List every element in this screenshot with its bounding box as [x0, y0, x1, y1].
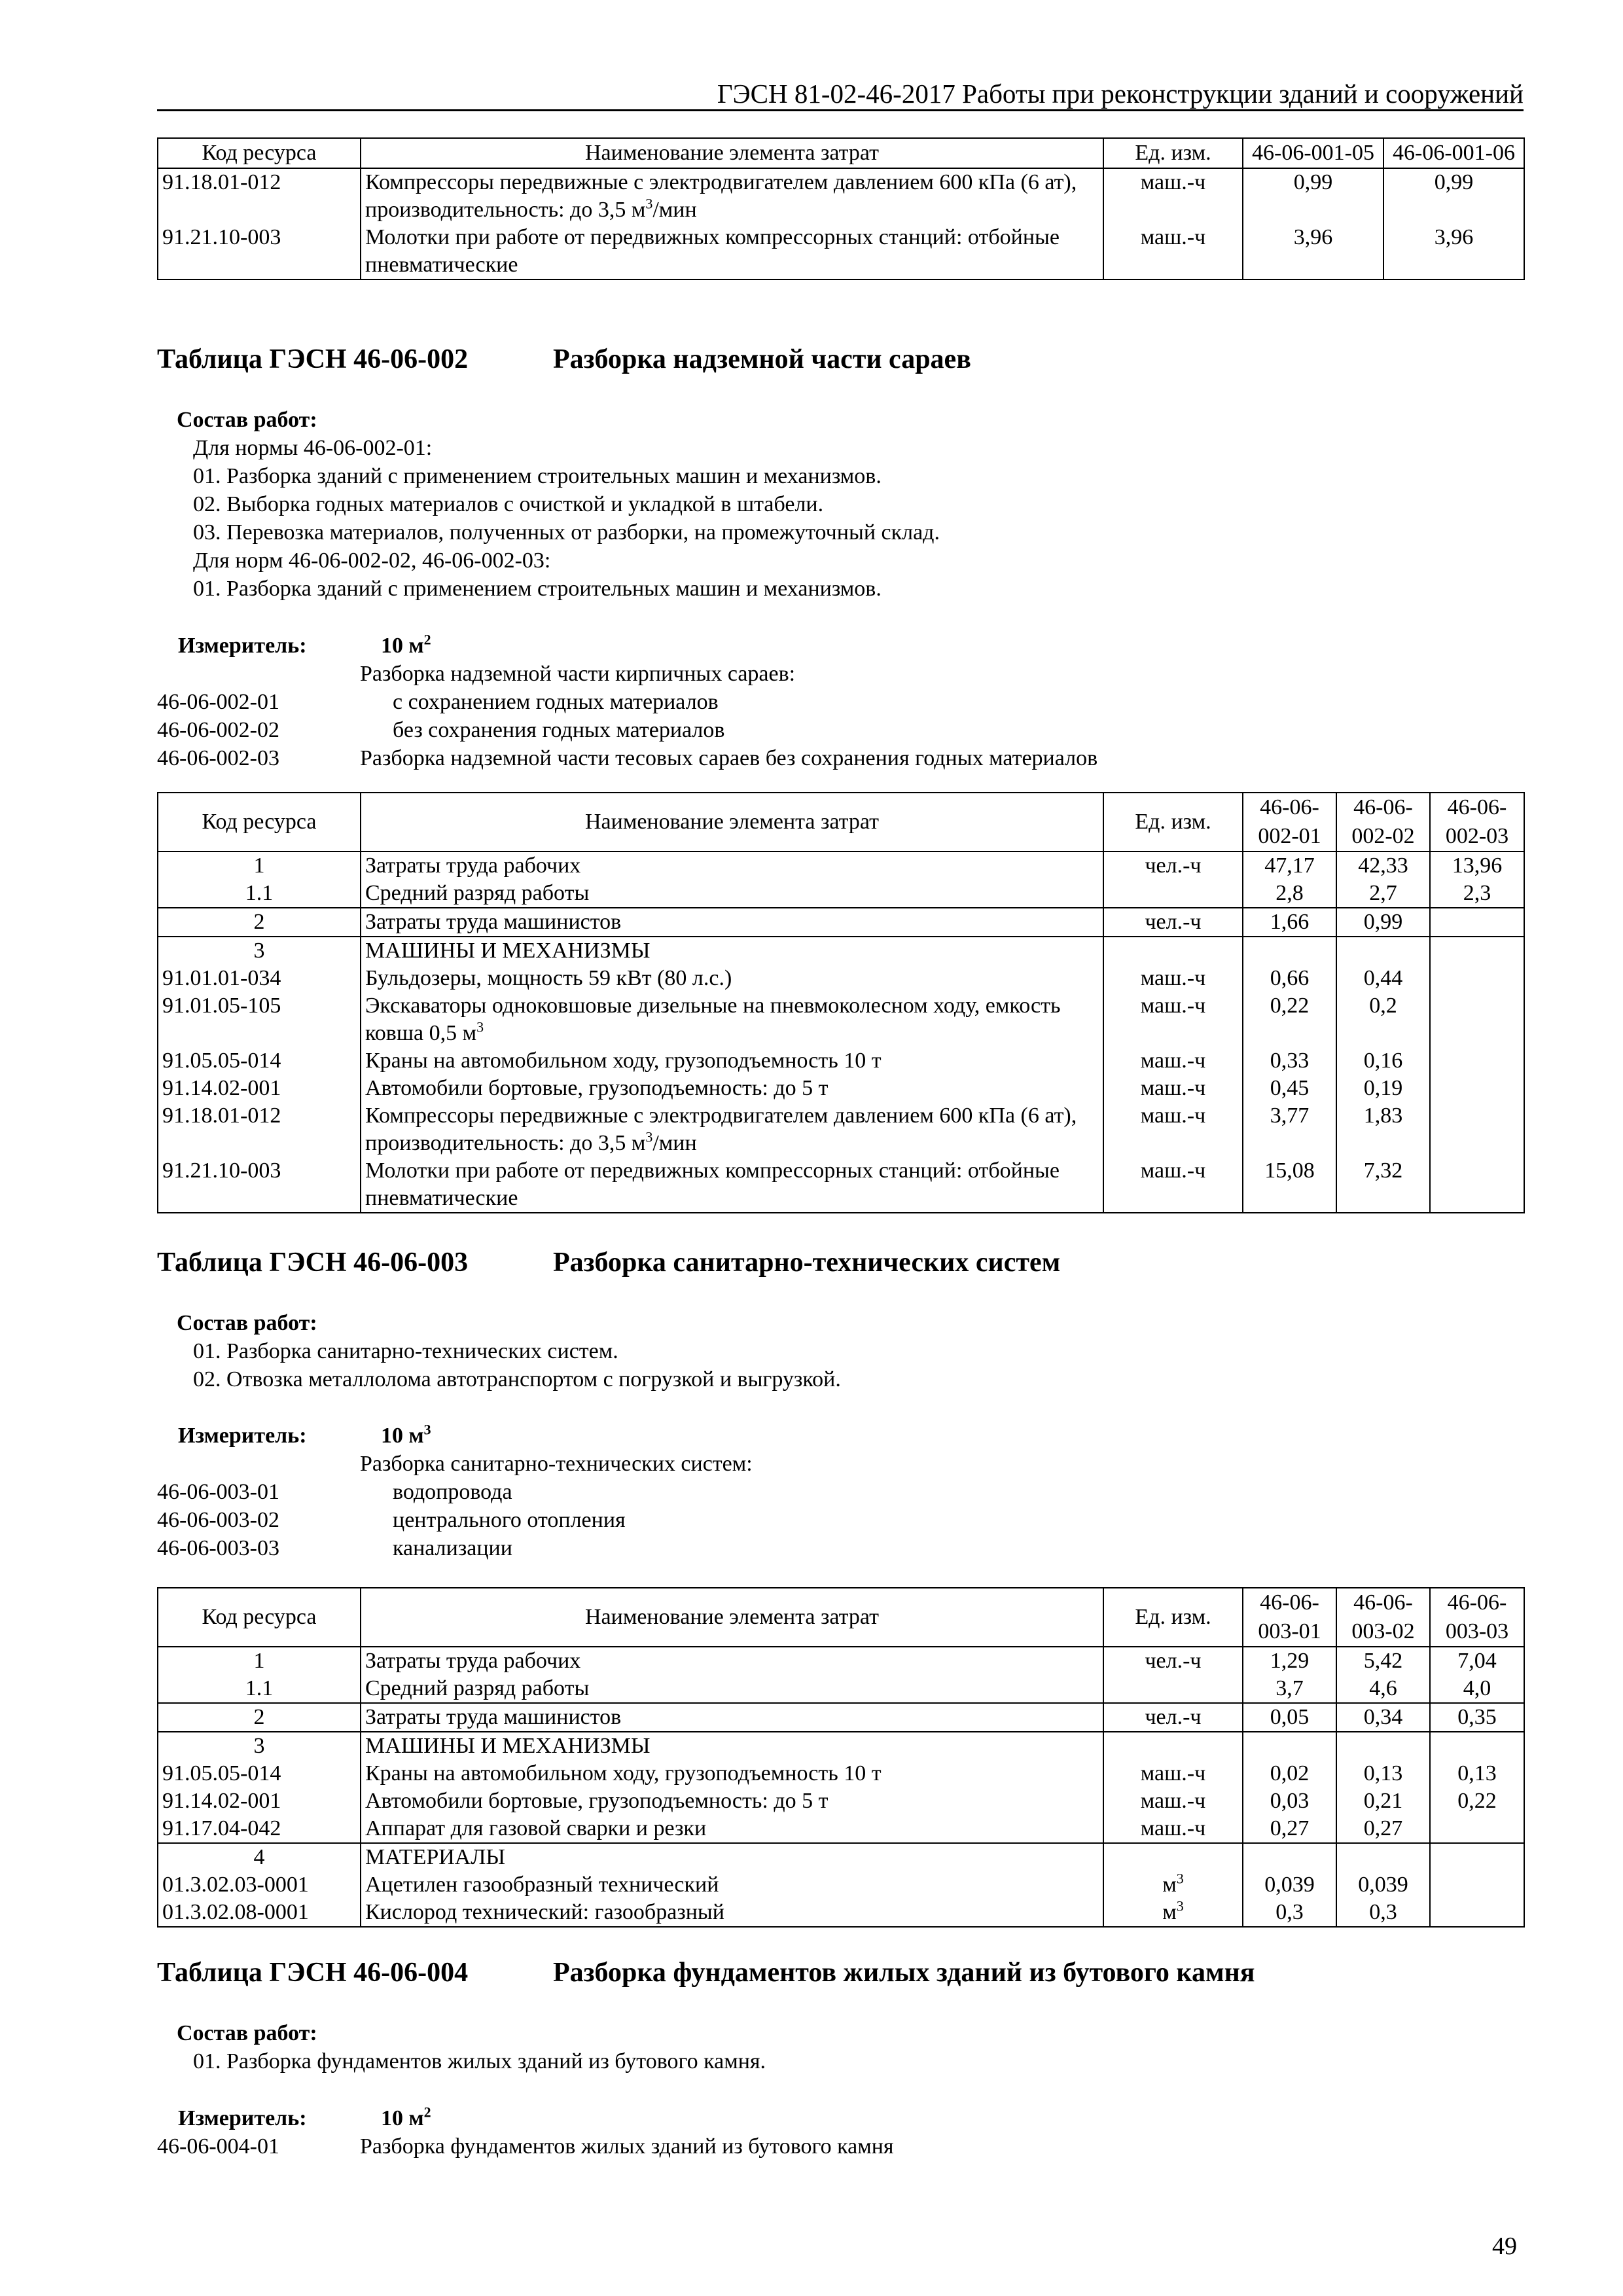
norm-value: 2,7 — [1336, 880, 1430, 908]
norm-value: 0,2 — [1336, 992, 1430, 1047]
resource-unit — [1103, 1732, 1243, 1760]
norm-value: 3,96 — [1243, 224, 1383, 279]
norm-value: 2,8 — [1243, 880, 1336, 908]
norm-value: 4,6 — [1336, 1675, 1430, 1703]
norm-value: 15,08 — [1243, 1157, 1336, 1213]
norm-value: 0,44 — [1336, 965, 1430, 992]
col-code-header: Код ресурса — [158, 793, 361, 852]
norm-value: 3,96 — [1383, 224, 1524, 279]
norm-code: 46-06-004-01 — [157, 2134, 279, 2159]
resource-unit: маш.-ч — [1103, 224, 1243, 279]
table-row — [158, 1102, 1524, 1157]
norm-text: водопровода — [393, 1480, 512, 1504]
norm-value: 0,22 — [1243, 992, 1336, 1047]
resource-unit: чел.-ч — [1103, 1703, 1243, 1732]
resource-name: Экскаваторы одноковшовые дизельные на пневмоколесном ходу, емкость ковша 0,5 $м^3$ — [361, 992, 1103, 1047]
table-row — [158, 1675, 1524, 1703]
resource-name: Затраты труда рабочих — [361, 852, 1103, 880]
table-label: Таблица ГЭСН 46-06-002 — [157, 344, 469, 374]
meter-label: Измеритель: — [178, 2106, 307, 2130]
norm-value: 3,77 — [1243, 1102, 1336, 1157]
norm-value: 1,29 — [1243, 1647, 1336, 1675]
resource-code: 91.17.04-042 — [158, 1815, 361, 1843]
norm-value — [1430, 1102, 1524, 1157]
norm-value: 0,35 — [1430, 1703, 1524, 1732]
norm-value: 0,3 — [1336, 1899, 1430, 1927]
norm-value — [1430, 965, 1524, 992]
composition-line: 02. Выборка годных материалов с очисткой и укладкой в штабели. — [193, 492, 824, 516]
norm-value: 1,66 — [1243, 908, 1336, 937]
table-row — [158, 1075, 1524, 1102]
resource-code: 1.1 — [158, 880, 361, 908]
norm-value — [1430, 1871, 1524, 1899]
table-label: Таблица ГЭСН 46-06-004 — [157, 1958, 469, 1988]
meter-004 — [157, 2104, 1466, 2161]
norm-text: Разборка фундаментов жилых зданий из бутового камня — [360, 2134, 894, 2159]
col-unit-header: Ед. изм. — [1103, 138, 1243, 168]
table-row — [158, 1843, 1524, 1871]
col-norm-header: 46-06-001-05 — [1243, 138, 1383, 168]
norm-value: 1,83 — [1336, 1102, 1430, 1157]
resource-code: 3 — [158, 937, 361, 965]
norm-value: 0,34 — [1336, 1703, 1430, 1732]
norm-text: Разборка надземной части тесовых сараев без сохранения годных материалов — [360, 746, 1098, 770]
section-title-004 — [157, 1957, 1255, 1988]
composition-line: 03. Перевозка материалов, полученных от разборки, на промежуточный склад. — [193, 520, 940, 545]
resource-name: МАТЕРИАЛЫ — [361, 1843, 1103, 1871]
norm-value: 13,96 — [1430, 852, 1524, 880]
norm-value — [1430, 1075, 1524, 1102]
col-norm-header: 46-06-003-01 — [1243, 1588, 1336, 1647]
resource-name: Ацетилен газообразный технический — [361, 1871, 1103, 1899]
composition-label: Состав работ: — [177, 1311, 317, 1335]
table-label: Таблица ГЭСН 46-06-003 — [157, 1247, 469, 1278]
resource-unit — [1103, 1843, 1243, 1871]
norm-value: 0,13 — [1430, 1760, 1524, 1787]
resource-unit: чел.-ч — [1103, 908, 1243, 937]
resource-code: 1.1 — [158, 1675, 361, 1703]
resource-code: 91.18.01-012 — [158, 168, 361, 224]
composition-004 — [177, 2019, 766, 2075]
col-name-header: Наименование элемента затрат — [361, 138, 1103, 168]
composition-line: 01. Разборка санитарно-технических систем. — [193, 1339, 618, 1363]
resource-name: Автомобили бортовые, грузоподъемность: до 5 т — [361, 1787, 1103, 1815]
resource-unit: маш.-ч — [1103, 1760, 1243, 1787]
resource-unit: маш.-ч — [1103, 965, 1243, 992]
meter-003 — [157, 1422, 1466, 1562]
table-header-row — [158, 793, 1524, 852]
resource-name: Кислород технический: газообразный — [361, 1899, 1103, 1927]
composition-line: Для норм 46-06-002-02, 46-06-002-03: — [193, 548, 551, 573]
norm-value — [1336, 1843, 1430, 1871]
col-name-header: Наименование элемента затрат — [361, 1588, 1103, 1647]
table-title: Разборка санитарно-технических систем — [553, 1247, 1061, 1278]
meter-value: 10 $м^2$ — [381, 2104, 431, 2130]
resource-name: Автомобили бортовые, грузоподъемность: до 5 т — [361, 1075, 1103, 1102]
composition-line: 01. Разборка зданий с применением строительных машин и механизмов. — [193, 577, 882, 601]
composition-line: 02. Отвозка металлолома автотранспортом с погрузкой и выгрузкой. — [193, 1367, 841, 1391]
norm-code: 46-06-003-01 — [157, 1480, 279, 1504]
meter-value: 10 $м^3$ — [381, 1421, 431, 1448]
table-row — [158, 908, 1524, 937]
running-header: ГЭСН 81-02-46-2017 Работы при реконструкции зданий и сооружений — [717, 79, 1524, 109]
composition-002 — [177, 406, 940, 603]
norm-value — [1430, 1843, 1524, 1871]
resource-name: Молотки при работе от передвижных компрессорных станций: отбойные пневматические — [361, 224, 1103, 279]
norm-value: 3,7 — [1243, 1675, 1336, 1703]
norm-value — [1243, 1843, 1336, 1871]
norm-value — [1430, 1815, 1524, 1843]
resource-name: Затраты труда машинистов — [361, 1703, 1103, 1732]
table-row — [158, 1047, 1524, 1075]
table-46-06-001-cont — [157, 137, 1525, 280]
table-row — [158, 224, 1524, 279]
col-code-header: Код ресурса — [158, 138, 361, 168]
norm-value: 7,04 — [1430, 1647, 1524, 1675]
page-number: 49 — [1492, 2233, 1517, 2260]
resource-code: 4 — [158, 1843, 361, 1871]
resource-name: Бульдозеры, мощность 59 кВт (80 л.с.) — [361, 965, 1103, 992]
norm-value — [1430, 1899, 1524, 1927]
norm-value: 0,99 — [1383, 168, 1524, 224]
table-row — [158, 992, 1524, 1047]
resource-name: Затраты труда рабочих — [361, 1647, 1103, 1675]
table-row — [158, 965, 1524, 992]
section-title-002 — [157, 344, 971, 375]
norm-value — [1430, 908, 1524, 937]
norm-code: 46-06-003-02 — [157, 1508, 279, 1532]
norm-value — [1430, 1732, 1524, 1760]
meter-002 — [157, 632, 1466, 772]
norm-value: 0,3 — [1243, 1899, 1336, 1927]
table-title: Разборка фундаментов жилых зданий из бутового камня — [553, 1958, 1255, 1988]
norm-code: 46-06-002-02 — [157, 718, 279, 742]
resource-code: 91.21.10-003 — [158, 1157, 361, 1213]
col-norm-header: 46-06-003-02 — [1336, 1588, 1430, 1647]
norm-value: 0,99 — [1336, 908, 1430, 937]
resource-unit: чел.-ч — [1103, 852, 1243, 880]
resource-name: Краны на автомобильном ходу, грузоподъемность 10 т — [361, 1760, 1103, 1787]
norm-value: 0,05 — [1243, 1703, 1336, 1732]
norm-value: 7,32 — [1336, 1157, 1430, 1213]
norm-value: 42,33 — [1336, 852, 1430, 880]
table-46-06-003 — [157, 1587, 1525, 1928]
resource-code: 1 — [158, 852, 361, 880]
resource-unit — [1103, 880, 1243, 908]
resource-code: 1 — [158, 1647, 361, 1675]
section-title-003 — [157, 1247, 1060, 1278]
meter-label: Измеритель: — [178, 634, 307, 658]
meter-label: Измеритель: — [178, 1424, 307, 1448]
norm-value: 0,22 — [1430, 1787, 1524, 1815]
norm-value: 0,02 — [1243, 1760, 1336, 1787]
norm-value: 0,45 — [1243, 1075, 1336, 1102]
resource-code: 91.18.01-012 — [158, 1102, 361, 1157]
col-norm-header: 46-06-001-06 — [1383, 138, 1524, 168]
table-row — [158, 1899, 1524, 1927]
col-norm-header: 46-06-002-01 — [1243, 793, 1336, 852]
norm-value: 0,13 — [1336, 1760, 1430, 1787]
resource-unit: маш.-ч — [1103, 1075, 1243, 1102]
norm-value: 0,16 — [1336, 1047, 1430, 1075]
norm-text: с сохранением годных материалов — [393, 690, 719, 714]
norm-value — [1430, 937, 1524, 965]
col-norm-header: 46-06-002-02 — [1336, 793, 1430, 852]
norm-value: 0,039 — [1336, 1871, 1430, 1899]
norm-group-line: Разборка надземной части кирпичных сараев: — [360, 662, 796, 686]
norm-code: 46-06-003-03 — [157, 1536, 279, 1560]
norm-group-line: Разборка санитарно-технических систем: — [360, 1452, 753, 1476]
norm-value: 0,33 — [1243, 1047, 1336, 1075]
norm-value — [1430, 1047, 1524, 1075]
col-norm-header: 46-06-002-03 — [1430, 793, 1524, 852]
resource-unit — [1103, 937, 1243, 965]
norm-value: 0,03 — [1243, 1787, 1336, 1815]
resource-name: Компрессоры передвижные с электродвигателем давлением 600 кПа (6 ат), производительность: до 3,5 $м^3$/мин — [361, 1102, 1103, 1157]
resource-code: 2 — [158, 1703, 361, 1732]
table-row — [158, 880, 1524, 908]
table-row — [158, 1732, 1524, 1760]
resource-code: 3 — [158, 1732, 361, 1760]
resource-unit: маш.-ч — [1103, 1815, 1243, 1843]
resource-unit: чел.-ч — [1103, 1647, 1243, 1675]
norm-value: 0,039 — [1243, 1871, 1336, 1899]
resource-unit: $м^3$ — [1103, 1871, 1243, 1899]
resource-name: МАШИНЫ И МЕХАНИЗМЫ — [361, 1732, 1103, 1760]
table-row — [158, 1703, 1524, 1732]
norm-value: 0,99 — [1243, 168, 1383, 224]
table-header-row — [158, 138, 1524, 168]
resource-name: Компрессоры передвижные с электродвигателем давлением 600 кПа (6 ат), производительность: до 3,5 $м^3$/мин — [361, 168, 1103, 224]
col-name-header: Наименование элемента затрат — [361, 793, 1103, 852]
norm-value: 4,0 — [1430, 1675, 1524, 1703]
meter-value: 10 $м^2$ — [381, 631, 431, 658]
norm-value: 0,27 — [1243, 1815, 1336, 1843]
norm-value: 0,19 — [1336, 1075, 1430, 1102]
resource-code: 91.14.02-001 — [158, 1075, 361, 1102]
composition-line: Для нормы 46-06-002-01: — [193, 436, 433, 460]
resource-unit: маш.-ч — [1103, 1047, 1243, 1075]
table-row — [158, 937, 1524, 965]
resource-code: 2 — [158, 908, 361, 937]
table-row — [158, 1647, 1524, 1675]
resource-name: Молотки при работе от передвижных компрессорных станций: отбойные пневматические — [361, 1157, 1103, 1213]
resource-unit: маш.-ч — [1103, 168, 1243, 224]
norm-value: 47,17 — [1243, 852, 1336, 880]
resource-code: 91.01.05-105 — [158, 992, 361, 1047]
resource-unit: маш.-ч — [1103, 1102, 1243, 1157]
norm-text: канализации — [393, 1536, 512, 1560]
resource-name: МАШИНЫ И МЕХАНИЗМЫ — [361, 937, 1103, 965]
table-header-row — [158, 1588, 1524, 1647]
resource-code: 01.3.02.03-0001 — [158, 1871, 361, 1899]
resource-code: 91.21.10-003 — [158, 224, 361, 279]
resource-unit — [1103, 1675, 1243, 1703]
table-row — [158, 168, 1524, 224]
norm-value: 0,66 — [1243, 965, 1336, 992]
norm-value — [1430, 1157, 1524, 1213]
resource-name: Аппарат для газовой сварки и резки — [361, 1815, 1103, 1843]
composition-line: 01. Разборка фундаментов жилых зданий из бутового камня. — [193, 2049, 766, 2073]
resource-name: Средний разряд работы — [361, 1675, 1103, 1703]
composition-label: Состав работ: — [177, 2021, 317, 2045]
table-title: Разборка надземной части сараев — [553, 344, 971, 374]
norm-value: 0,27 — [1336, 1815, 1430, 1843]
table-row — [158, 1157, 1524, 1213]
norm-code: 46-06-002-01 — [157, 690, 279, 714]
table-row — [158, 1871, 1524, 1899]
table-row — [158, 852, 1524, 880]
col-unit-header: Ед. изм. — [1103, 1588, 1243, 1647]
norm-text: без сохранения годных материалов — [393, 718, 725, 742]
composition-line: 01. Разборка зданий с применением строительных машин и механизмов. — [193, 464, 882, 488]
resource-unit: $м^3$ — [1103, 1899, 1243, 1927]
resource-unit: маш.-ч — [1103, 1787, 1243, 1815]
col-norm-header: 46-06-003-03 — [1430, 1588, 1524, 1647]
resource-unit: маш.-ч — [1103, 1157, 1243, 1213]
composition-label: Состав работ: — [177, 408, 317, 432]
norm-value: 0,21 — [1336, 1787, 1430, 1815]
resource-code: 91.14.02-001 — [158, 1787, 361, 1815]
table-row — [158, 1787, 1524, 1815]
resource-name: Затраты труда машинистов — [361, 908, 1103, 937]
resource-code: 91.05.05-014 — [158, 1760, 361, 1787]
resource-name: Краны на автомобильном ходу, грузоподъемность 10 т — [361, 1047, 1103, 1075]
norm-value: 5,42 — [1336, 1647, 1430, 1675]
resource-name: Средний разряд работы — [361, 880, 1103, 908]
header-rule — [157, 109, 1524, 111]
table-row — [158, 1815, 1524, 1843]
table-46-06-002 — [157, 792, 1525, 1213]
col-code-header: Код ресурса — [158, 1588, 361, 1647]
table-row — [158, 1760, 1524, 1787]
norm-code: 46-06-002-03 — [157, 746, 279, 770]
col-unit-header: Ед. изм. — [1103, 793, 1243, 852]
norm-value — [1336, 937, 1430, 965]
norm-value: 2,3 — [1430, 880, 1524, 908]
norm-value — [1336, 1732, 1430, 1760]
norm-value — [1243, 1732, 1336, 1760]
norm-text: центрального отопления — [393, 1508, 626, 1532]
resource-code: 91.01.01-034 — [158, 965, 361, 992]
resource-unit: маш.-ч — [1103, 992, 1243, 1047]
norm-value — [1243, 937, 1336, 965]
composition-003 — [177, 1309, 841, 1393]
resource-code: 01.3.02.08-0001 — [158, 1899, 361, 1927]
resource-code: 91.05.05-014 — [158, 1047, 361, 1075]
norm-value — [1430, 992, 1524, 1047]
